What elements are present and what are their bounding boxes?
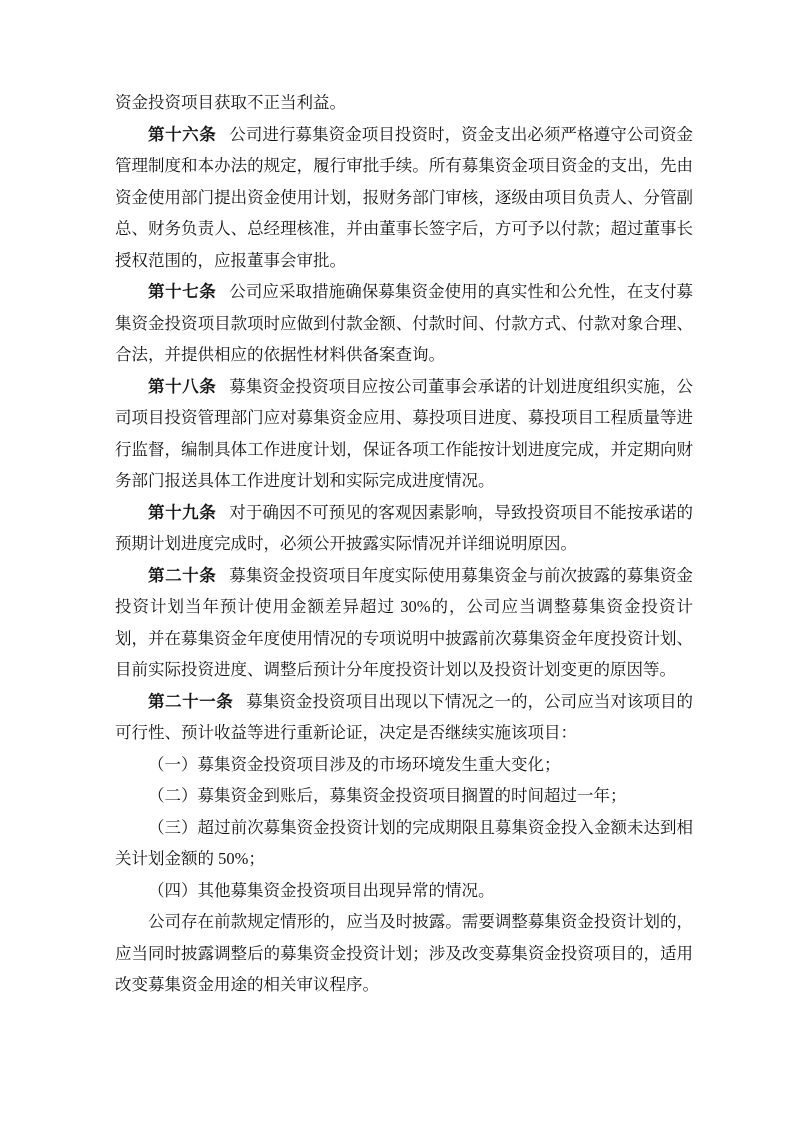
paragraph-text: （一）募集资金投资项目涉及的市场环境发生重大变化； bbox=[148, 754, 561, 774]
list-item-paragraph bbox=[115, 875, 693, 907]
paragraph-text: 公司存在前款规定情形的，应当及时披露。需要调整募集资金投资计划的，应当同时披露调整后的募集资金投资计划；涉及改变募集资金投资项目的，适用改变募集资金用途的相关审议程序。 bbox=[115, 912, 693, 994]
list-item-paragraph bbox=[115, 749, 693, 781]
body-paragraph bbox=[115, 906, 693, 1001]
article-number: 第十八条 bbox=[148, 376, 217, 396]
paragraph-text: 募集资金投资项目应按公司董事会承诺的计划进度组织实施，公司项目投资管理部门应对募集资金应用、募投项目进度、募投项目工程质量等进行监督，编制具体工作进度计划，保证各项工作能按计划进度完成，并定期向财务部门报送具体工作进度计划和实际完成进度情况。 bbox=[115, 376, 694, 490]
paragraph-text: 募集资金投资项目出现以下情况之一的，公司应当对该项目的可行性、预计收益等进行重新论证，决定是否继续实施该项目： bbox=[115, 691, 694, 742]
article-paragraph bbox=[115, 276, 693, 371]
document-body bbox=[115, 87, 693, 1001]
article-number: 第二十一条 bbox=[148, 691, 234, 711]
article-paragraph bbox=[115, 119, 693, 277]
paragraph-text: 对于确因不可预见的客观因素影响，导致投资项目不能按承诺的预期计划进度完成时，必须公开披露实际情况并详细说明原因。 bbox=[115, 502, 694, 553]
list-item-paragraph bbox=[115, 780, 693, 812]
article-number: 第十六条 bbox=[148, 124, 217, 144]
article-paragraph bbox=[115, 497, 693, 560]
paragraph-text: 公司进行募集资金项目投资时，资金支出必须严格遵守公司资金管理制度和本办法的规定，履行审批手续。所有募集资金项目资金的支出，先由资金使用部门提出资金使用计划，报财务部门审核，逐级由项目负责人、分管副总、财务负责人、总经理核准，并由董事长签字后，方可予以付款；超过董事长授权范围的，应报董事会审批。 bbox=[115, 124, 694, 270]
article-number: 第十九条 bbox=[148, 502, 217, 522]
paragraph-text: （二）募集资金到账后，募集资金投资项目搁置的时间超过一年； bbox=[148, 786, 627, 805]
paragraph-text: （三）超过前次募集资金投资计划的完成期限且募集资金投入金额未达到相关计划金额的 50%； bbox=[115, 817, 693, 868]
list-item-paragraph bbox=[115, 812, 693, 875]
paragraph-text: 公司应采取措施确保募集资金使用的真实性和公允性，在支付募集资金投资项目款项时应做到付款金额、付款时间、付款方式、付款对象合理、合法，并提供相应的依据性材料供备案查询。 bbox=[115, 282, 694, 364]
article-paragraph bbox=[115, 560, 693, 686]
article-number: 第二十条 bbox=[148, 565, 217, 585]
paragraph-text: 资金投资项目获取不正当利益。 bbox=[115, 93, 346, 112]
article-paragraph bbox=[115, 371, 693, 497]
article-number: 第十七条 bbox=[148, 282, 217, 301]
paragraph-text: 募集资金投资项目年度实际使用募集资金与前次披露的募集资金投资计划当年预计使用金额差异超过 30%的，公司应当调整募集资金投资计划，并在募集资金年度使用情况的专项说明中披露前次募集资金年度投资计划、目前实际投资进度、调整后预计分年度投资计划以及投资计划变更的原因等。 bbox=[115, 565, 694, 679]
paragraph-text: （四）其他募集资金投资项目出现异常的情况。 bbox=[148, 880, 495, 900]
continuation-paragraph bbox=[115, 87, 693, 119]
article-paragraph bbox=[115, 686, 693, 749]
